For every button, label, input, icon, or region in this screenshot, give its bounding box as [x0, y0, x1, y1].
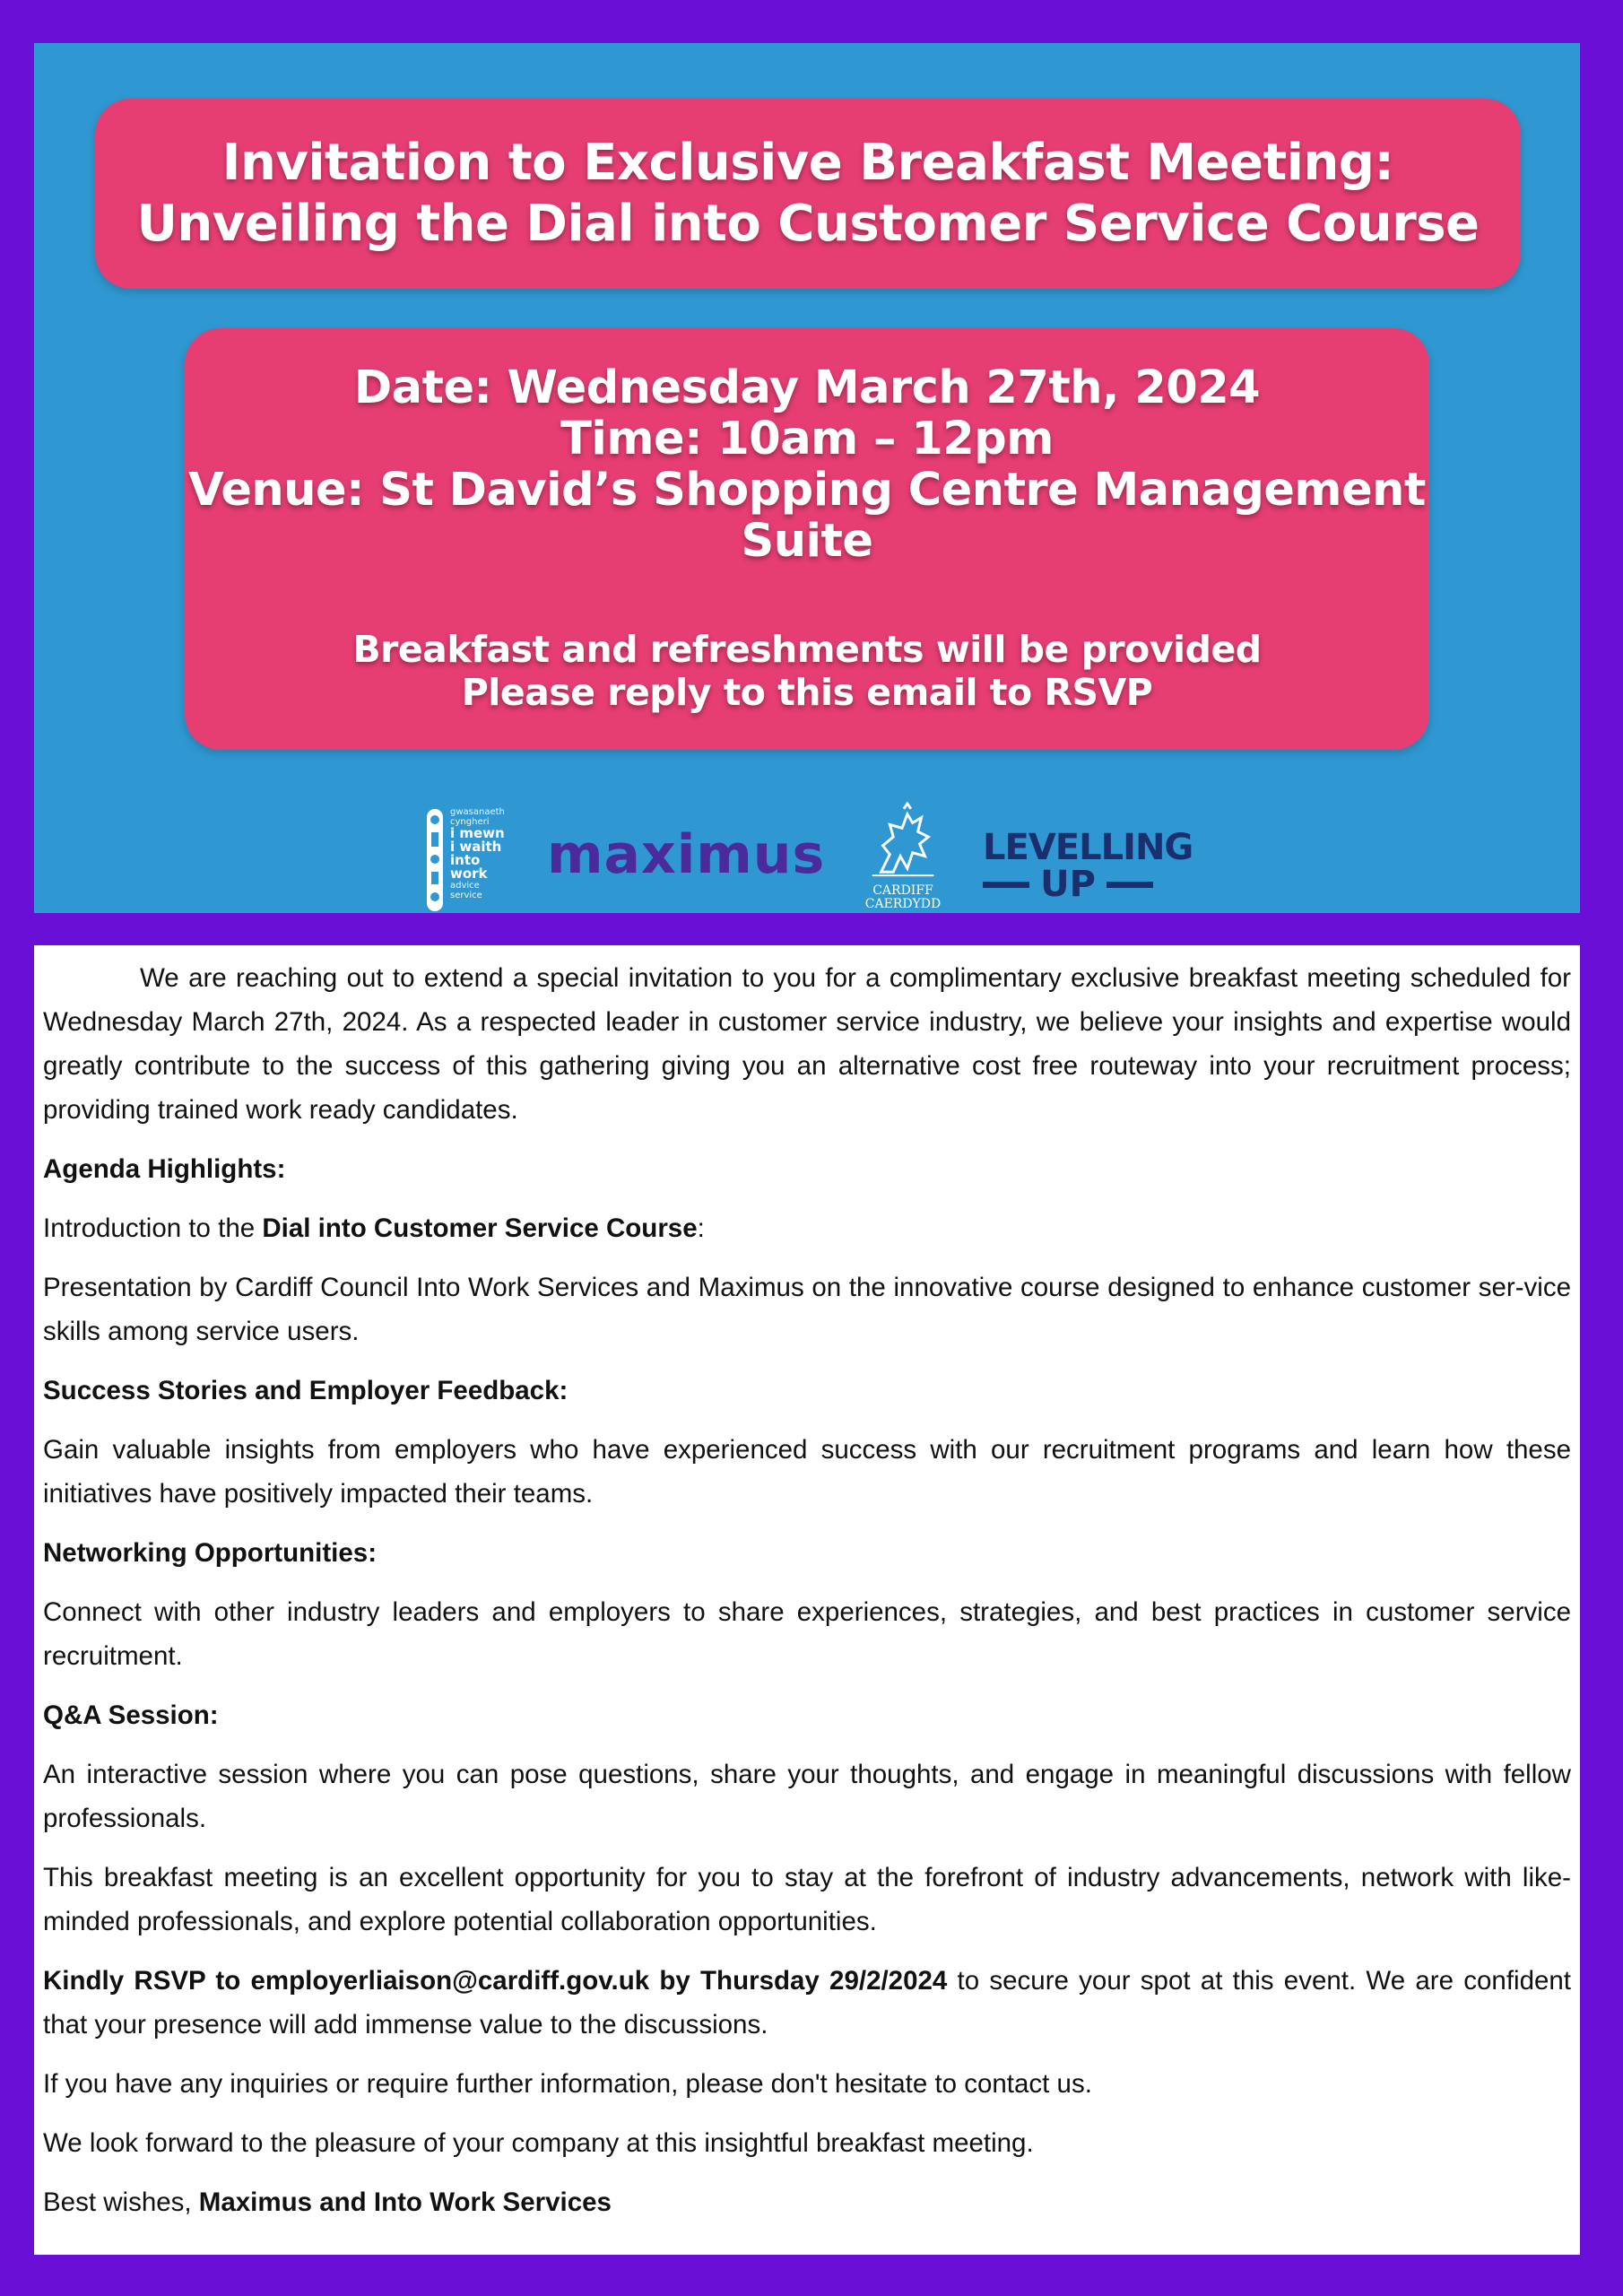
event-venue-line-2: Suite [741, 515, 873, 568]
signature [43, 2180, 1571, 2224]
qa-heading: Q&A Session: [43, 1700, 219, 1730]
cardiff-council-logo [854, 802, 952, 913]
networking-heading: Networking Opportunities: [43, 1538, 378, 1568]
intro-paragraph: We are reaching out to extend a special invitation to you for a complimentary exclusive breakfast meeting scheduled for Wednesday March 27th, 2024. As a respected leader in customer service industry, we believe your insights and expertise would greatly contribute to the success of this gathering giving you an alternative cost free routeway into your recruitment process; providing trained work ready candidates. [43, 963, 1571, 1125]
into-work-emblem-icon [423, 807, 447, 913]
signature-prefix: Best wishes, [43, 2187, 199, 2217]
into-work-logo [423, 807, 513, 913]
look-forward-paragraph: We look forward to the pleasure of your company at this insightful breakfast meeting. [43, 2128, 1034, 2158]
rsvp-paragraph [43, 1959, 1571, 2047]
into-work-text-5: into [450, 852, 481, 868]
up-text: UP [1040, 864, 1096, 905]
inquiries-paragraph: If you have any inquiries or require further information, please don't hesitate to contact us. [43, 2069, 1092, 2099]
event-venue-line-1: Venue: St David’s Shopping Centre Management [188, 464, 1426, 517]
opportunity-paragraph: This breakfast meeting is an excellent opportunity for you to stay at the forefront of industry advancements, network with like-minded professionals, and explore potential collaboration opportunities. [43, 1863, 1571, 1936]
event-time: Time: 10am – 12pm [560, 413, 1054, 465]
breakfast-note: Breakfast and refreshments will be provided [352, 628, 1262, 671]
networking-paragraph: Connect with other industry leaders and employers to share experiences, strategies, and best practices in customer service recruitment. [43, 1597, 1571, 1671]
presentation-paragraph: Presentation by Cardiff Council Into Work Services and Maximus on the innovative course designed to enhance customer ser-vice skills among service users. [43, 1273, 1571, 1346]
into-work-text-2: cyngheri [450, 817, 490, 827]
into-work-text-7: advice [450, 881, 480, 891]
levelling-up-logo [983, 827, 1193, 905]
rsvp-deadline: Kindly RSVP to employerliaison@cardiff.gov.uk by Thursday 29/2/2024 [43, 1966, 948, 1996]
caerdydd-text: CAERDYDD [864, 897, 942, 911]
invitation-banner [34, 43, 1580, 913]
agenda-intro-prefix: Introduction to the [43, 1213, 263, 1243]
welsh-dragon-icon [854, 802, 952, 881]
rsvp-rest: to secure your spot at this event. We are confident that your presence will add immense value to the discussions. [43, 1966, 1571, 2039]
into-work-text-6: work [450, 865, 488, 882]
into-work-text-1: gwasanaeth [450, 807, 505, 817]
levelling-text: LEVELLING [983, 827, 1193, 868]
signature-name: Maximus and Into Work Services [198, 2187, 612, 2217]
success-paragraph: Gain valuable insights from employers who have experienced success with our recruitment programs and learn how these initiatives have positively impacted their teams. [43, 1435, 1571, 1509]
qa-paragraph: An interactive session where you can pose questions, share your thoughts, and engage in meaningful discussions with fellow professionals. [43, 1760, 1571, 1833]
agenda-heading: Agenda Highlights: [43, 1154, 286, 1184]
invitation-letter [34, 945, 1580, 2255]
into-work-text-3: i mewn [450, 825, 505, 841]
course-name: Dial into Customer Service Course [262, 1213, 698, 1243]
agenda-intro-suffix: : [697, 1213, 705, 1243]
levelling-bar-left [983, 882, 1029, 888]
into-work-text-4: i waith [450, 839, 502, 855]
maximus-logo: maximus [547, 823, 826, 886]
event-date: Date: Wednesday March 27th, 2024 [353, 361, 1261, 414]
levelling-bar-right [1107, 882, 1153, 888]
into-work-text-8: service [450, 891, 482, 900]
title-box [95, 99, 1521, 289]
rsvp-note: Please reply to this email to RSVP [461, 671, 1153, 714]
title-line-2: Unveiling the Dial into Customer Service Course [136, 195, 1480, 253]
sponsor-logos [34, 796, 1580, 913]
details-box [185, 328, 1429, 750]
cardiff-text: CARDIFF [872, 883, 933, 898]
agenda-intro-item [43, 1206, 1571, 1250]
success-heading: Success Stories and Employer Feedback: [43, 1376, 568, 1405]
title-line-1: Invitation to Exclusive Breakfast Meeting: [221, 134, 1394, 192]
